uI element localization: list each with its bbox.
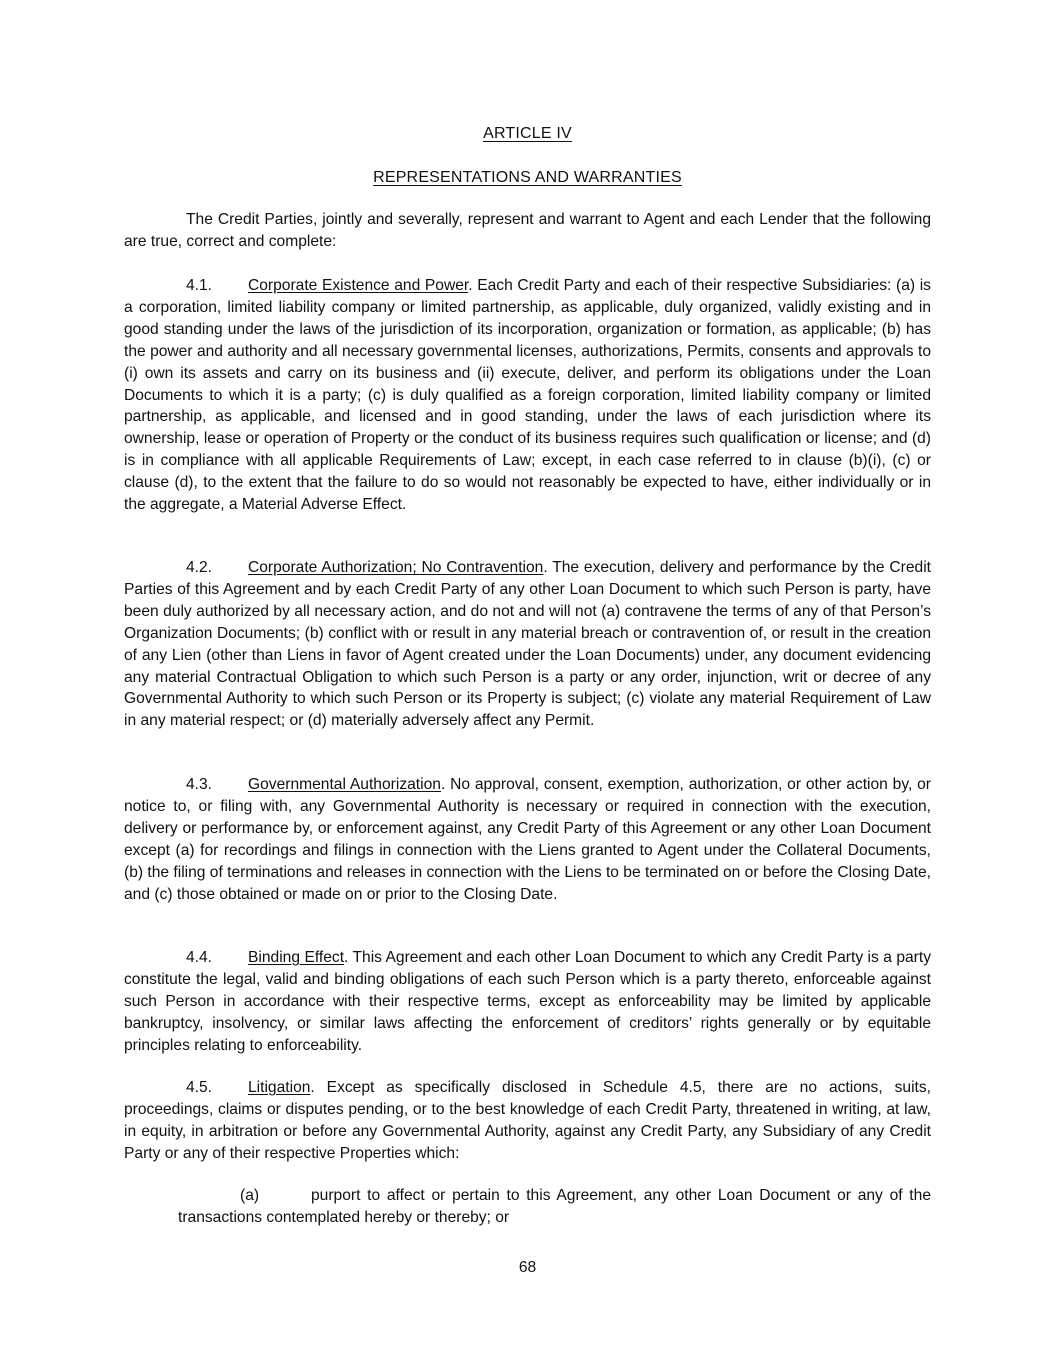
intro-paragraph (124, 209, 931, 253)
clause-text: purport to affect or pertain to this Agreement, any other Loan Document or any of the transactions contemplated hereby or thereby; or (178, 1187, 931, 1226)
clause-label: (a) (240, 1187, 260, 1204)
section-title: Binding Effect (248, 949, 345, 966)
section-title: Litigation (248, 1079, 311, 1096)
clause-a (178, 1185, 931, 1229)
section-text: . This Agreement and each other Loan Document to which any Credit Party is a party constitute the legal, valid and binding obligations of each such Person which is a party thereto, enforceable against such Person in accordance with their respective terms, except as enforceability may be limited by applicable bankruptcy, insolvency, or similar laws affecting the enforcement of creditors’ rights generally or by equitable principles relating to enforceability. (124, 949, 931, 1054)
section-title: Governmental Authorization (248, 776, 441, 793)
section-number: 4.1. (186, 277, 213, 294)
section-4-3 (124, 774, 931, 905)
article-heading (0, 125, 1055, 143)
article-subheading (0, 169, 1055, 187)
section-number: 4.4. (186, 949, 213, 966)
section-4-2 (124, 557, 931, 732)
section-title: Corporate Authorization; No Contravention (248, 559, 544, 576)
article-subheading-text: REPRESENTATIONS AND WARRANTIES (373, 169, 682, 186)
section-text: . Each Credit Party and each of their respective Subsidiaries: (a) is a corporation, limited liability company or limited partnership, as applicable, duly organized, validly existing and in good standing under the laws of the jurisdiction of its incorporation, organization or formation, as applicable; (b) has the power and authority and all necessary governmental licenses, authorizations, Permits, consents and approvals to (i) own its assets and carry on its business and (ii) execute, deliver, and perform its obligations under the Loan Documents to which it is a party; (c) is duly qualified as a foreign corporation, limited liability company or limited partnership, as applicable, and licensed and in good standing, under the laws of each jurisdiction where its ownership, lease or operation of Property or the conduct of its business requires such qualification or license; and (d) is in compliance with all applicable Requirements of Law; except, in each case referred to in clause (b)(i), (c) or clause (d), to the extent that the failure to do so would not reasonably be expected to have, either individually or in the aggregate, a Material Adverse Effect. (124, 277, 931, 514)
page-number: 68 (518, 1259, 537, 1276)
section-4-4 (124, 947, 931, 1057)
section-4-1 (124, 275, 931, 516)
section-text: . No approval, consent, exemption, authorization, or other action by, or notice to, or filing with, any Governmental Authority is necessary or required in connection with the execution, delivery or performance by, or enforcement against, any Credit Party of this Agreement or any other Loan Document except (a) for recordings and filings in connection with the Liens granted to Agent under the Collateral Documents, (b) the filing of terminations and releases in connection with the Liens to be terminated on or before the Closing Date, and (c) those obtained or made on or prior to the Closing Date. (124, 776, 932, 903)
section-title: Corporate Existence and Power (248, 277, 469, 294)
intro-text: The Credit Parties, jointly and severally, represent and warrant to Agent and each Lender that the following are true, correct and complete: (124, 211, 931, 250)
section-4-5 (124, 1077, 931, 1165)
article-heading-text: ARTICLE IV (483, 125, 572, 142)
section-number: 4.5. (186, 1079, 213, 1096)
section-text: . The execution, delivery and performance by the Credit Parties of this Agreement and by each Credit Party of any other Loan Document to which such Person is party, have been duly authorized by all necessary action, and do not and will not (a) contravene the terms of any of that Person’s Organization Documents; (b) conflict with or result in any material breach or contravention of, or result in the creation of any Lien (other than Liens in favor of Agent created under the Loan Documents) under, any document evidencing any material Contractual Obligation to which such Person is a party or any order, injunction, writ or decree of any Governmental Authority to which such Person or its Property is subject; (c) violate any material Requirement of Law in any material respect; or (d) materially adversely affect any Permit. (124, 559, 931, 730)
section-number: 4.2. (186, 559, 213, 576)
section-number: 4.3. (186, 776, 213, 793)
section-text: . Except as specifically disclosed in Schedule 4.5, there are no actions, suits, proceedings, claims or disputes pending, or to the best knowledge of each Credit Party, threatened in writing, at law, in equity, in arbitration or before any Governmental Authority, against any Credit Party, any Subsidiary of any Credit Party or any of their respective Properties which: (124, 1079, 931, 1162)
